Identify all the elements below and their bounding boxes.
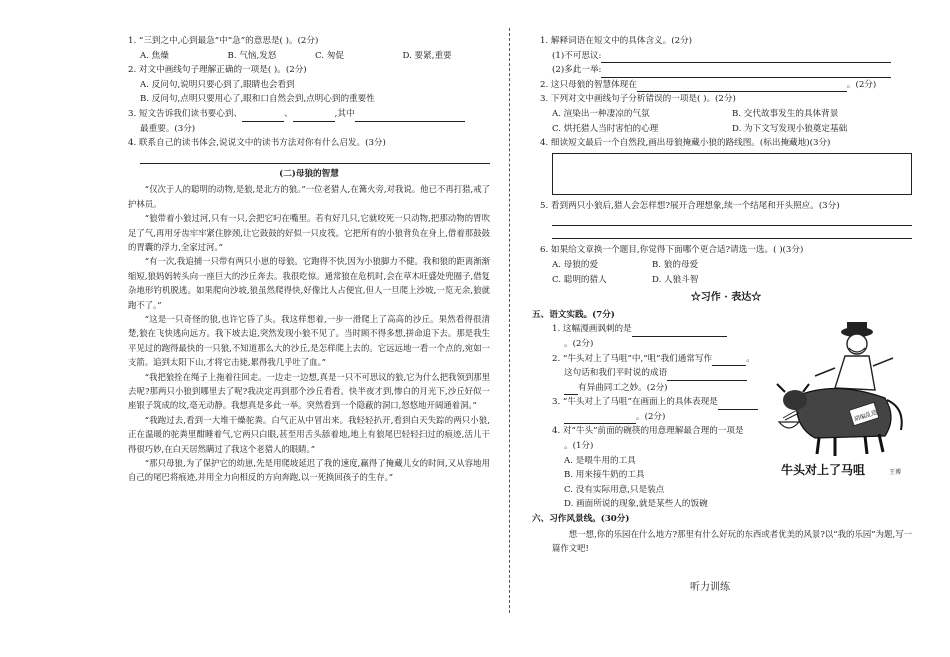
q3-sep: 、 [284, 108, 293, 119]
r-q1-a-row [540, 49, 912, 64]
q4-answer-line[interactable] [140, 151, 490, 164]
man-body [835, 356, 875, 390]
r-q3-option-b[interactable]: B. 交代故事发生的具体背景 [732, 108, 839, 119]
r-q2-blank[interactable] [637, 81, 847, 92]
cartoon-signature: 王博 [889, 469, 902, 476]
p1-score: 。(2分) [564, 338, 594, 349]
q3-stem: 3. 短文告诉我们读书要心到、 [128, 108, 243, 119]
story-paragraph-6: “我跑过去,看到一大堆干燥驼粪。白气正从中冒出来。我轻轻扒开,看到白天失踪的两只小狼,正在温暖的驼粪里酣睡着气,它两只白眼,甚至用舌头舔着地,地上有狼尾巴轻轻扫过的痕迹,活儿干得很巧妙,在白天居然瞒过了我这个老猎人的眼睛。” [128, 414, 490, 454]
p4-tail: 。(1分) [564, 441, 594, 452]
q1-option-b[interactable]: B. 气恼,发怒 [227, 50, 277, 61]
r-q1-b-label: (2)多此一举: [552, 65, 602, 76]
r-q2-row [540, 78, 912, 93]
q3-blank-1[interactable] [242, 111, 284, 122]
column-divider [509, 28, 510, 613]
footer-label: 听力训练 [690, 582, 730, 593]
q2-stem: 2. 对文中画线句子理解正确的一项是( )。(2分) [128, 65, 307, 76]
man-arm-right [873, 358, 893, 366]
cartoon-drawing [775, 318, 915, 478]
p2-stem: 2. “牛头对上了马咀”中,“咀”我们通常写作 [552, 353, 713, 364]
r-q5-stem: 5. 看到两只小狼后,猎人会怎样想?展开合理想象,续一个结尾和开头照应。(3分) [540, 200, 840, 211]
r-q6-option-b[interactable]: B. 狼的母爱 [652, 259, 699, 270]
man-arm-left [815, 368, 835, 376]
p1-blank[interactable] [632, 326, 727, 337]
q3-line1 [128, 107, 490, 122]
r-q1-a-blank[interactable] [601, 52, 891, 63]
q3-tail: ,其中 [334, 108, 355, 119]
r-q6-option-c[interactable]: C. 聪明的猎人 [552, 274, 607, 285]
q1-option-d[interactable]: D. 要紧,重要 [402, 50, 452, 61]
p2-blank-1[interactable] [712, 355, 746, 366]
p4-option-a[interactable]: A. 是喂牛用的工具 [564, 455, 636, 466]
r-q2-tail: 。(2分) [846, 79, 877, 90]
r-q2-stem: 2. 这只母狼的智慧体现在 [540, 79, 637, 90]
r-q5-answer-line-1[interactable] [552, 213, 912, 226]
q2-option-b[interactable]: B. 反问句,点明只要用心了,眼和口自然会到,点明心到的重要性 [140, 94, 375, 105]
hat-crown [847, 322, 867, 332]
p2-blank-2[interactable] [667, 370, 747, 381]
r-q6-option-a[interactable]: A. 母狼的爱 [552, 259, 599, 270]
section-title-writing: ☆习作 · 表达☆ [690, 292, 762, 304]
p4-option-d[interactable]: D. 画面所说的现象,就是某些人的饭碗 [564, 499, 708, 510]
p2-l2: 这句话和我们平时说的成语 [564, 368, 668, 379]
essay-prompt: 想一想,你的乐园在什么地方?那里有什么好玩的东西或者优美的风景?以“我的乐园”为题,写一篇作文吧! [552, 528, 912, 554]
p1-stem: 1. 这幅漫画讽刺的是 [552, 324, 632, 335]
cartoon-stamp: 胡编乱造 [853, 409, 879, 424]
q1-option-c[interactable]: C. 匆促 [315, 50, 344, 61]
q3-blank-3[interactable] [355, 111, 465, 122]
r-q4-drawing-box[interactable] [552, 153, 912, 195]
left-column [128, 34, 490, 485]
story-paragraph-2: “狼带着小狼过河,只有一只,会把它叼在嘴里。若有好几只,它就咬死一只动物,把那动物的胃吹足了气,再用牙齿牢牢紧住脖颈,让它鼓鼓的好似一只皮筏。它把所有的小狼背负在身上,借着那鼓鼓的胃囊的浮力,全家过河。” [128, 213, 490, 252]
r-q4-stem: 4. 细读短文最后一个自然段,画出母狼掩藏小狼的路线图。(标出掩藏地)(3分) [540, 138, 831, 149]
story-paragraph-4: “这是一只奇怪的狼,也许它昏了头。我这样想着,一步一滑爬上了高高的沙丘。果然看得很清楚,狼在飞快逃向远方。我下坡去追,突然发现小狼不见了。当时顾不得多想,拼命追下去。那是我生平见过的跑得最快的一只狼,不知道那么大的沙丘,是怎样爬上去的。它远远地一看一个点的,宛如一支箭。追到太阳下山,才将它击毙,累得我几乎吐了血。” [128, 314, 490, 368]
story-paragraph-5: “我把狼拴在绳子上拖着往回走。一边走一边想,真是一只不可思议的狼,它为什么把我领到那里去呢?那两只小狼到哪里去了呢?我决定再到那个沙丘看看。快半夜才到,惨白的月光下,沙丘好似一座银子筑成的坟,毫无动静。我想真是多此一举。突然看到一个隐蔽的洞口,怒悠地开阔通着洞。” [128, 371, 490, 411]
p3-blank-1[interactable] [718, 399, 758, 410]
story-paragraph-3: “有一次,我追捕一只带有两只小崽的母狼。它跑得不快,因为小狼脚力不健。我和狼的距离渐渐缩短,狼妈妈转头向一座巨大的沙丘奔去。我很吃惊。通常狼在危机时,会在草木旺盛处兜圈子,借复杂地形钓机脱逃。如果爬向沙坡,狼虽然爬得快,好像比人占便宜,但人一旦爬上沙坡,一览无余,狼就跑不了。” [128, 256, 490, 310]
story-paragraph-1: “仅次于人的聪明的动物,是狼,是北方的狼。”一位老猎人,在篝火旁,对我说。他已不再打猎,戒了护林员。 [128, 184, 490, 209]
r-q1-b-row [540, 63, 912, 78]
r-q5-answer-line-2[interactable] [552, 226, 912, 239]
q4-stem: 4. 联系自己的读书体会,说说文中的读书方法对你有什么启发。(3分) [128, 138, 386, 149]
bowl-icon [779, 422, 799, 428]
section-title-wolf: (二)母狼的智慧 [279, 168, 339, 179]
r-q3-option-c[interactable]: C. 烘托猎人当时害怕的心理 [552, 123, 659, 134]
cartoon-illustration [775, 318, 915, 478]
r-q3-option-d[interactable]: D. 为下文写发现小狼奠定基础 [732, 123, 848, 134]
r-q3-stem: 3. 下列对文中画线句子分析错误的一项是( )。(2分) [540, 94, 736, 105]
r-q1-b-blank[interactable] [601, 67, 891, 78]
r-q1-stem: 1. 解释词语在短文中的具体含义。(2分) [540, 36, 693, 46]
sec6-title: 六、习作风景线。(30分) [532, 514, 630, 525]
p3-stem: 3. “牛头对上了马咀”在画面上的具体表现是 [552, 397, 718, 408]
r-q6-stem: 6. 如果给文章换一个题目,你觉得下面哪个更合适?请选一选。( )(3分) [540, 245, 804, 256]
r-q6-options [540, 258, 752, 287]
story-paragraph-7: “那只母狼,为了保护它的幼崽,先是用爬坡延迟了我的速度,赢得了掩藏儿女的时间,又从容地用自己的尾巴将痕迹,并用全力向相反的方向奔跑,以一死换回孩子的生存。” [128, 458, 490, 483]
p3-score: 。(2分) [636, 411, 666, 422]
q1-option-a[interactable]: A. 焦燥 [140, 50, 169, 61]
p4-stem: 4. 对“牛头”前面的碗筷的用意理解最合理的一项是 [552, 426, 744, 437]
q2-option-a[interactable]: A. 反问句,说明只要心到了,眼睛也会看到 [140, 79, 295, 90]
q1-stem: 1. “三到之中,心到最急”中“急”的意思是( )。(2分) [128, 36, 319, 46]
sec5-title: 五、语文实践。(7分) [532, 309, 615, 320]
r-q3-options [540, 107, 912, 136]
p4-option-b[interactable]: B. 用来接牛奶的工具 [564, 470, 645, 481]
man-head [847, 334, 867, 354]
q3-blank-2[interactable] [293, 111, 335, 122]
r-q6-option-d[interactable]: D. 人狼斗智 [652, 274, 699, 285]
p3-blank-2[interactable] [564, 413, 636, 424]
p4-option-c[interactable]: C. 没有实际用意,只是装点 [564, 484, 665, 495]
cow-head [783, 390, 807, 410]
q1-options [128, 49, 490, 64]
q3-line2: 最重要。(3分) [140, 123, 196, 134]
p2-blank-3[interactable] [564, 384, 578, 395]
p2-l3: 有异曲同工之妙。(2分) [578, 382, 668, 393]
r-q1-a-label: (1)不可思议: [552, 50, 602, 61]
r-q3-option-a[interactable]: A. 渲染出一种凄凉的气氛 [552, 108, 650, 119]
p2-tail: 。 [746, 353, 755, 364]
cartoon-caption: 牛头对上了马咀 [781, 463, 866, 477]
